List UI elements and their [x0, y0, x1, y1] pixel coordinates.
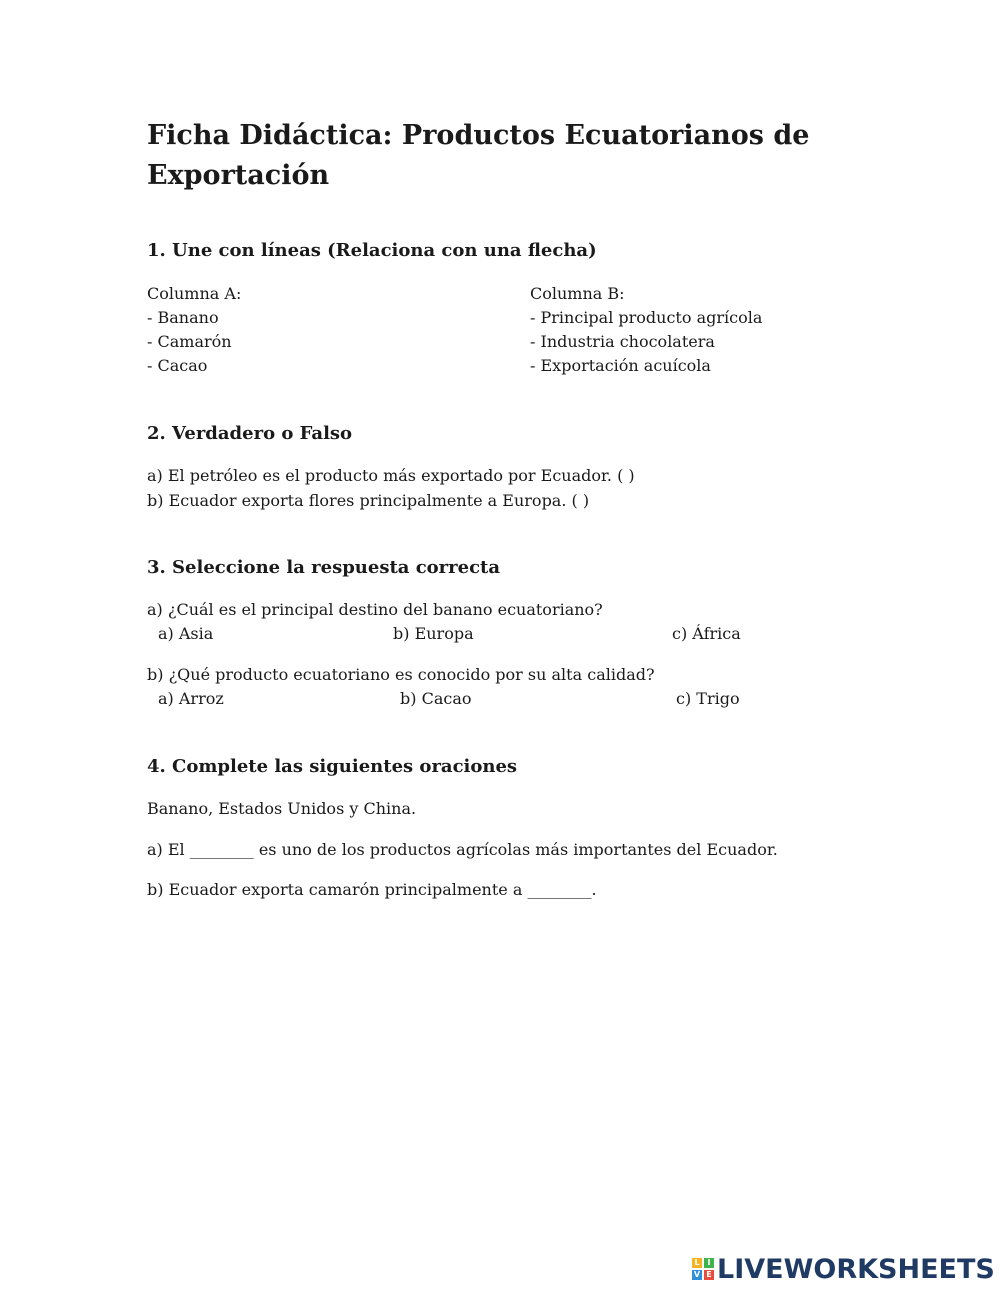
question-1-option-b: b) Europa	[393, 624, 474, 643]
logo-mark-icon	[692, 1258, 714, 1280]
true-false-b: b) Ecuador exporta flores principalmente a Europa. ( )	[147, 491, 590, 510]
column-b-item-1: - Principal producto agrícola	[530, 308, 763, 327]
section-1-heading: 1. Une con líneas (Relaciona con una flecha)	[147, 240, 597, 261]
logo-tile: L	[692, 1258, 702, 1268]
page-title-line-1: Ficha Didáctica: Productos Ecuatorianos de	[147, 120, 810, 151]
fill-blank-b: b) Ecuador exporta camarón principalmente a ________.	[147, 880, 597, 899]
question-1-option-c: c) África	[672, 624, 741, 643]
logo-text: LIVEWORKSHEETS	[717, 1253, 995, 1285]
column-b-item-2: - Industria chocolatera	[530, 332, 715, 351]
logo-tile: E	[704, 1270, 714, 1280]
column-b-header: Columna B:	[530, 284, 625, 303]
column-a-item-cacao: - Cacao	[147, 356, 208, 375]
question-2-option-a: a) Arroz	[158, 689, 224, 708]
logo-tile: V	[693, 1270, 701, 1279]
true-false-a: a) El petróleo es el producto más exportado por Ecuador. ( )	[147, 466, 635, 485]
column-a-item-banano: - Banano	[147, 308, 219, 327]
question-2-option-c: c) Trigo	[676, 689, 740, 708]
question-2: b) ¿Qué producto ecuatoriano es conocido por su alta calidad?	[147, 665, 655, 684]
question-1: a) ¿Cuál es el principal destino del banano ecuatoriano?	[147, 600, 603, 619]
question-2-option-b: b) Cacao	[400, 689, 472, 708]
word-bank: Banano, Estados Unidos y China.	[147, 799, 417, 818]
logo-tile: I	[704, 1258, 714, 1268]
column-a-header: Columna A:	[147, 284, 242, 303]
column-a-item-camaron: - Camarón	[147, 332, 232, 351]
section-3-heading: 3. Seleccione la respuesta correcta	[147, 557, 501, 578]
liveworksheets-logo	[692, 1254, 995, 1284]
page-title-line-2: Exportación	[147, 160, 330, 191]
section-2-heading: 2. Verdadero o Falso	[147, 423, 353, 444]
question-1-option-a: a) Asia	[158, 624, 214, 643]
fill-blank-a: a) El ________ es uno de los productos agrícolas más importantes del Ecuador.	[147, 840, 778, 859]
column-b-item-3: - Exportación acuícola	[530, 356, 711, 375]
section-4-heading: 4. Complete las siguientes oraciones	[147, 756, 518, 777]
